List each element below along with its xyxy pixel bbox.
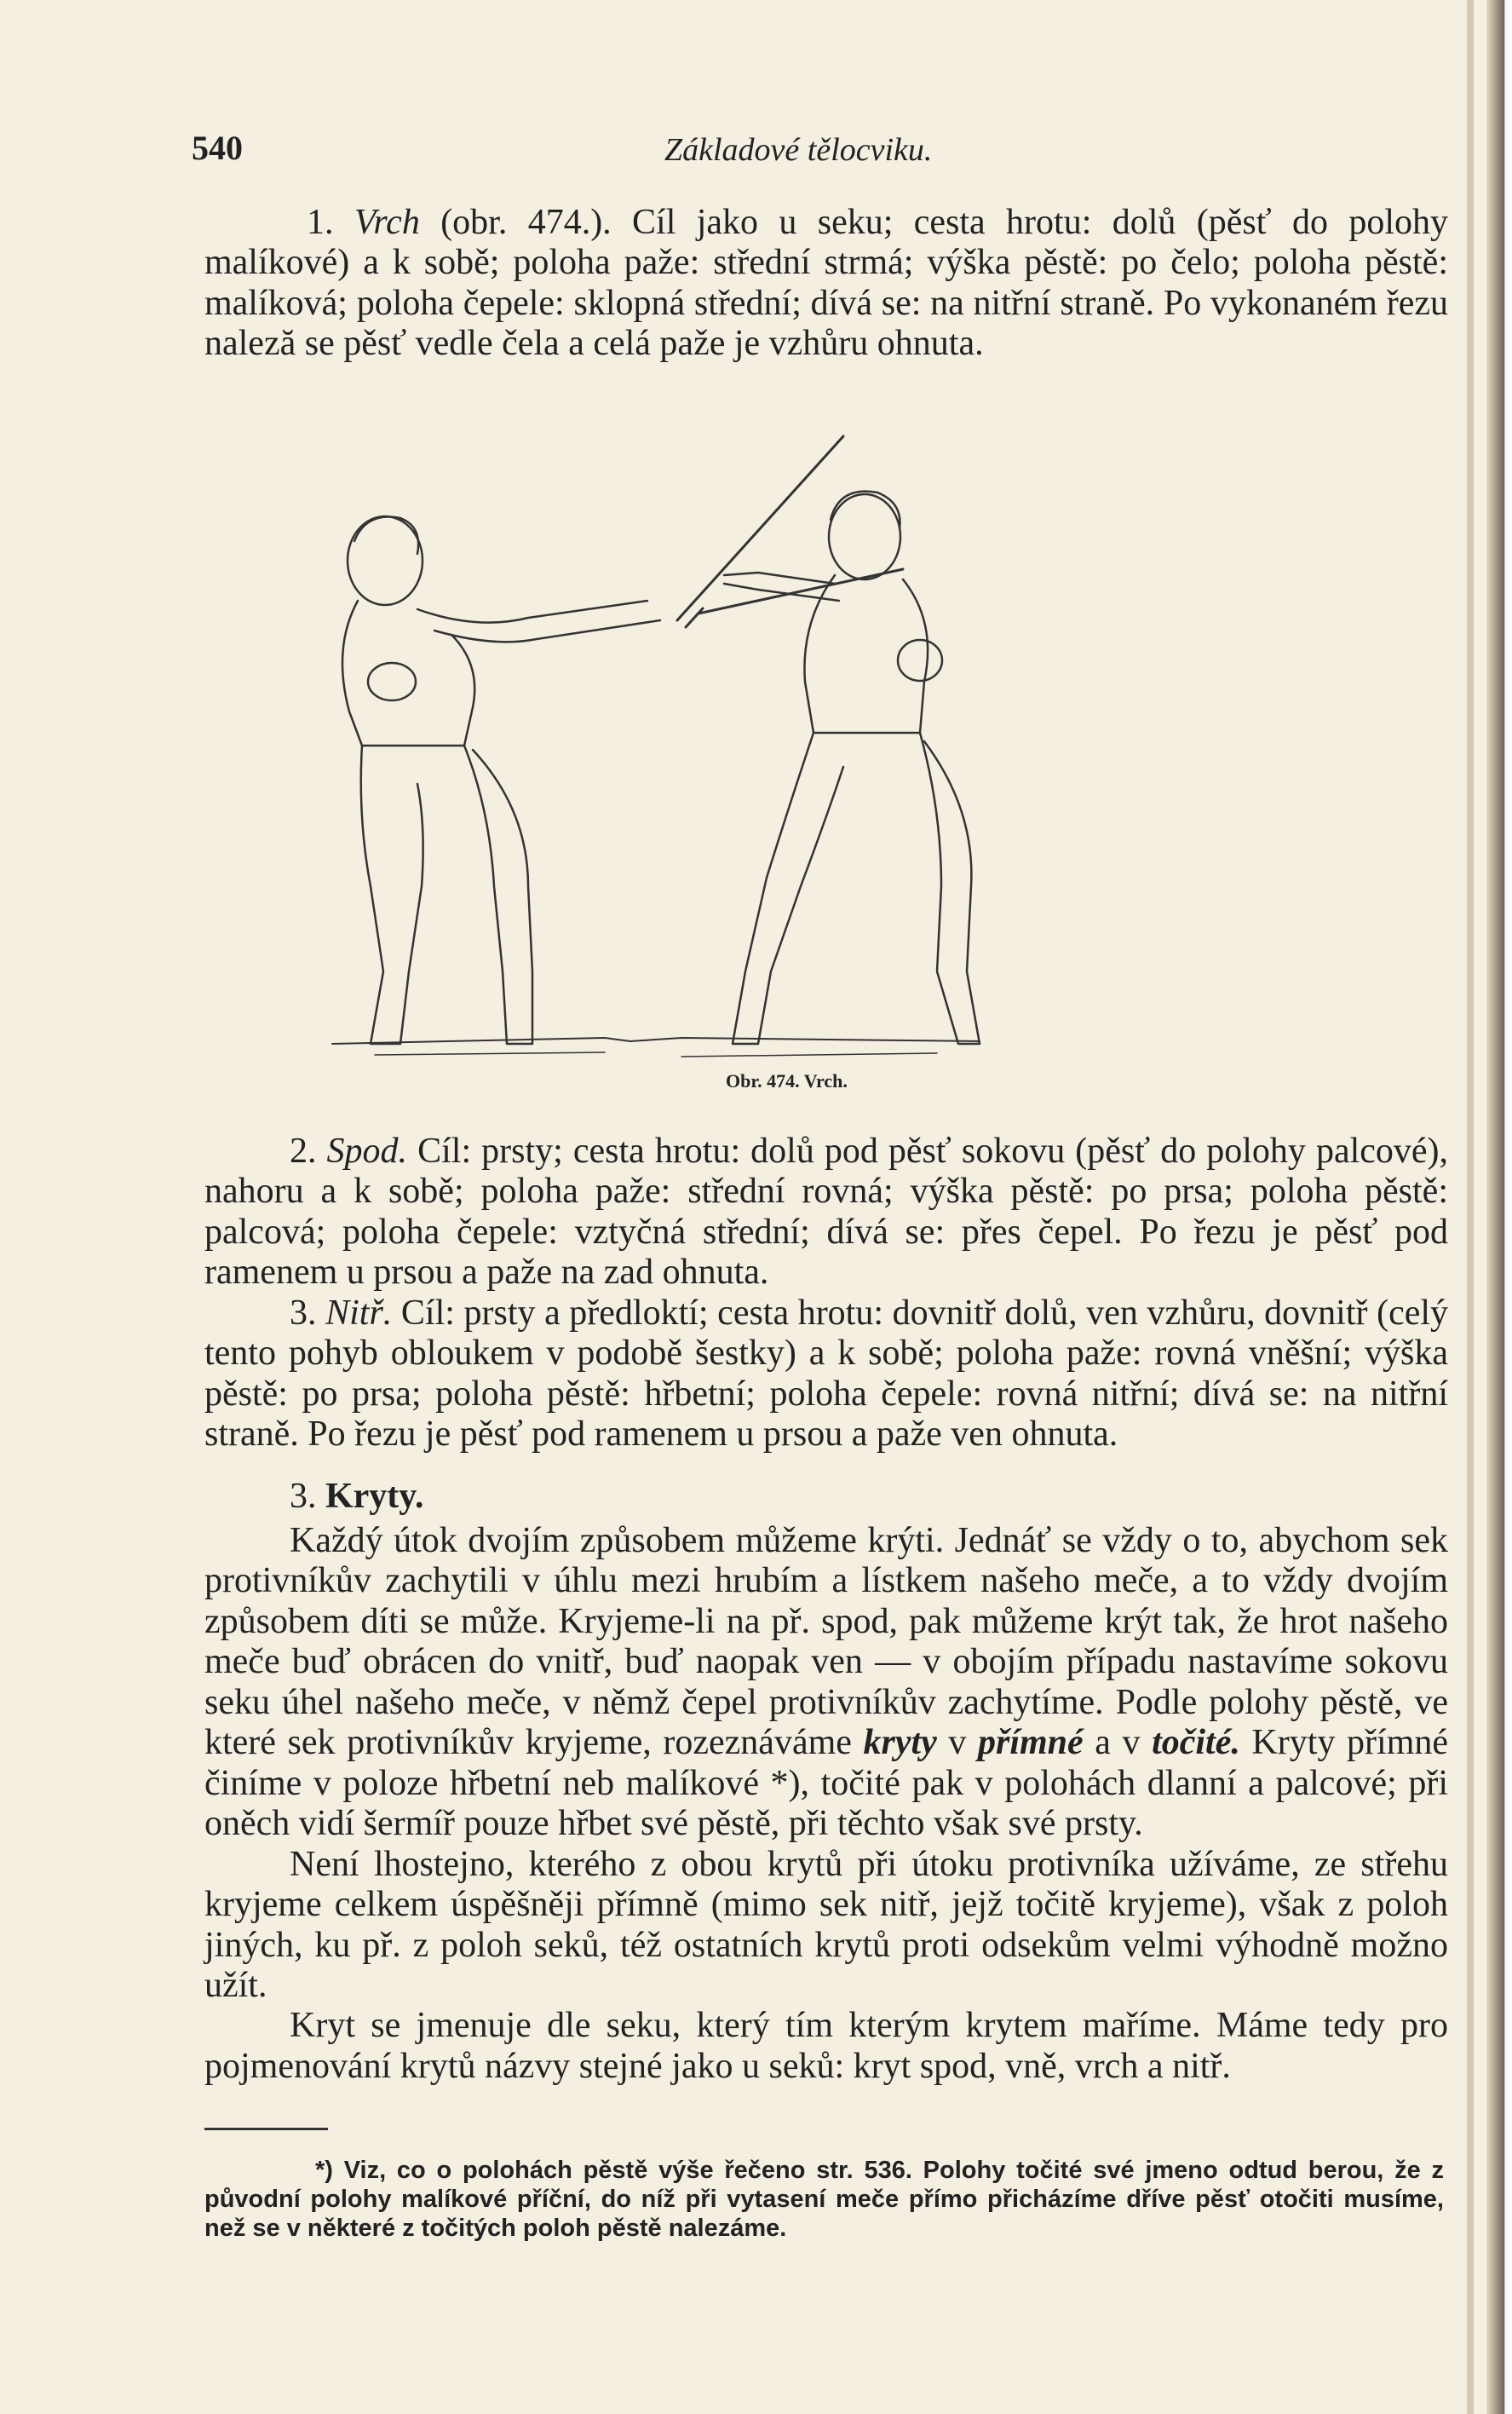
text-segment: v (948, 1723, 967, 1763)
emphasis-term: kryty (863, 1723, 937, 1763)
page-edge (1467, 0, 1474, 2414)
item-text: (obr. 474.). Cíl jako u seku; cesta hrotu: dolů (pěsť do polohy malíkové) a k sobě; poloha paže: střední strmá; výška pěstě: po čelo; poloha pěstě: malíková; poloha čepele: sklopná střední; dívá se: na nitřní straně. Po vykonaném řezu naleză se pěsť vedle čela a celá paže je vzhůru ohnuta. (204, 203, 1449, 364)
text-segment: Každý útok dvojím způsobem můžeme krýti. Jednáť se vždy o to, abychom sek protivníkův zachytili v úhlu mezi hrubím a lístkem našeho meče, a to vždy dvojím způsobem díti se může. Kryjeme-li na př. spod, pak můžeme krýt tak, že hrot našeho meče buď obrácen do vnitř, buď naopak ven — v obojím případu nastavíme sokovu seku úhel našeho meče, v němž čepel protivníkův zachytíme. Podle polohy pěstě, ve které sek protivníkův kryjeme, rozeznáváme (204, 1521, 1448, 1763)
item-term: Spod. (326, 1132, 408, 1171)
paragraph-kryty (204, 1521, 1448, 2087)
item-number: 3. (290, 1293, 317, 1333)
section-title: Kryty. (325, 1477, 424, 1516)
footnote-divider (204, 2128, 328, 2130)
fencing-illustration (324, 426, 988, 1091)
paragraph-lhostejno: Není lhostejno, kterého z obou krytů při útoku protivníka užíváme, ze střehu kryjeme celkem úspěšněji přímně (mimo sek nitř, jejž točitě kryjeme), však z poloh jiných, ku př. z poloh seků, též ostatních krytů proti odsekům velmi výhodně možno užít. (204, 1844, 1448, 2005)
footnote-text: *) Viz, co o polohách pěstě výše řečeno str. 536. Polohy točité své jmeno odtud berou, že z původní polohy malíkové příční, do níž při vytasení meče přímo přicházíme dříve pěsť otočiti musíme, než se v některé z točitých poloh pěstě nalezáme. (204, 2157, 1444, 2243)
page-header (192, 128, 1444, 179)
emphasis-term: přímné (977, 1723, 1084, 1763)
item-term: Nitř. (325, 1293, 393, 1333)
item-text: Cíl: prsty a předloktí; cesta hrotu: dovnitř dolů, ven vzhůru, dovnitř (celý tento pohyb obloukem v podobě šestky) a k sobě; poloha paže: rovná vněšní; výška pěstě: po prsa; poloha pěstě: hřbetní; poloha čepele: rovná nitřní; dívá se: na nitřní straně. Po řezu je pěsť pod ramenem u prsou a paže ven ohnuta. (204, 1293, 1449, 1455)
item-number: 2. (290, 1132, 317, 1171)
section-heading (204, 1477, 1448, 1517)
paragraph-kryt-jmenuje: Kryt se jmenuje dle seku, který tím kterým krytem maříme. Máme tedy pro pojmenování krytů názvy stejné jako u seků: kryt spod, vně, vrch a nitř. (204, 2006, 1448, 2086)
binding-shadow (1486, 0, 1512, 2414)
emphasis-term: točité. (1152, 1723, 1240, 1763)
running-title: Základové tělocviku. (664, 132, 933, 168)
figure-caption: Obr. 474. Vrch. (726, 1070, 848, 1092)
text-segment: a v (1095, 1723, 1141, 1763)
paragraph-vrch (204, 203, 1448, 365)
item-text: Cíl: prsty; cesta hrotu: dolů pod pěsť sokovu (pěsť do polohy palcové), nahoru a k sobě; poloha paže: střední rovná; výška pěstě: po prsa; poloha pěstě: palcová; poloha čepele: vztyčná střední; dívá se: přes čepel. Po řezu je pěsť pod ramenem u prsou a paže na zad ohnuta. (204, 1132, 1449, 1293)
paragraph-spod-nitr (204, 1132, 1448, 1455)
footnote (204, 2156, 1444, 2244)
page-number: 540 (192, 129, 243, 167)
item-number: 1. (307, 203, 334, 242)
section-number: 3. (290, 1477, 317, 1516)
text-segment: Kryty přímné činíme v poloze hřbetní neb malíkové *), točité pak v polohách dlanní a palcové; při oněch vidí šermíř pouze hřbet své pěstě, při těchto však své prsty. (204, 1723, 1449, 1844)
item-term: Vrch (354, 203, 420, 242)
